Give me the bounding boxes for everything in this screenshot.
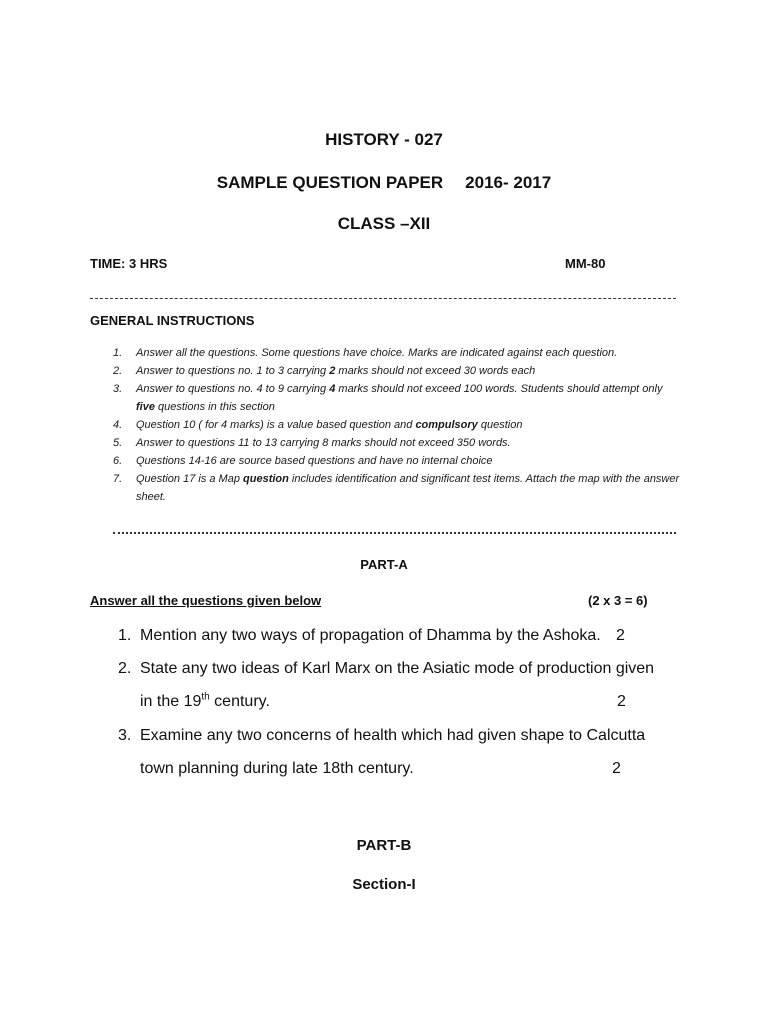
instruction-segment: Question 10 ( for 4 marks) is a value based question and — [136, 419, 416, 431]
instruction-number: 2. — [113, 365, 123, 377]
instruction-item — [113, 362, 683, 380]
class-title: CLASS –XII — [337, 214, 431, 233]
instruction-segment: Questions 14-16 are source based questions and have no internal choice — [136, 455, 493, 467]
instruction-emphasis: compulsory — [415, 419, 478, 431]
instruction-number: 3. — [113, 383, 123, 395]
question-2 — [118, 652, 678, 718]
question-text-continued: in the 19 — [140, 693, 202, 710]
instruction-text — [136, 362, 683, 380]
question-text: Examine any two concerns of health which had given shape to Calcutta — [140, 727, 646, 744]
instruction-text — [136, 452, 683, 470]
instruction-text — [136, 380, 683, 416]
instruction-segment: Answer to questions no. 1 to 3 carrying — [136, 365, 330, 377]
question-marks: 2 — [612, 760, 621, 777]
instruction-emphasis: question — [243, 473, 289, 485]
session-year: 2016- 2017 — [465, 173, 552, 192]
question-3 — [118, 719, 678, 785]
instruction-item — [113, 380, 683, 416]
instruction-text — [136, 344, 683, 362]
instruction-segment: Answer to questions no. 4 to 9 carrying — [136, 383, 330, 395]
part-a-instruction: Answer all the questions given below — [90, 593, 322, 608]
divider-dotted — [113, 532, 676, 534]
question-1 — [118, 619, 678, 652]
question-marks: 2 — [616, 627, 625, 644]
paper-title-line — [0, 173, 768, 193]
superscript-th: th — [201, 691, 210, 703]
question-text: Mention any two ways of propagation of Dhamma by the Ashoka. — [140, 627, 601, 644]
instruction-item — [113, 452, 683, 470]
instruction-segment: questions in this section — [154, 401, 275, 413]
instruction-text — [136, 434, 683, 452]
instruction-emphasis: 2 — [329, 365, 336, 377]
subject-title: HISTORY - 027 — [325, 130, 443, 149]
instruction-number: 4. — [113, 419, 123, 431]
general-instructions-heading: GENERAL INSTRUCTIONS — [90, 313, 255, 328]
instruction-emphasis: 4 — [329, 383, 336, 395]
question-text-continued: town planning during late 18th century. — [140, 760, 414, 777]
question-number: 3. — [118, 727, 132, 744]
instruction-number: 1. — [113, 347, 123, 359]
instruction-number: 6. — [113, 455, 123, 467]
divider-dashed — [90, 298, 676, 299]
question-text-continued-end: century. — [209, 693, 270, 710]
part-b-heading: PART-B — [356, 837, 412, 854]
instruction-text — [136, 416, 683, 434]
instruction-item — [113, 470, 683, 506]
part-a-marks-formula: (2 x 3 = 6) — [588, 593, 648, 608]
instruction-segment: Answer all the questions. Some questions have choice. Marks are indicated against each question. — [136, 347, 618, 359]
instruction-segment: question — [477, 419, 523, 431]
paper-title: SAMPLE QUESTION PAPER — [216, 173, 444, 192]
instruction-segment: Question 17 is a Map — [136, 473, 244, 485]
question-number: 2. — [118, 660, 132, 677]
part-a-heading: PART-A — [360, 557, 408, 572]
question-number: 1. — [118, 627, 132, 644]
instruction-segment: includes identification and significant test items. Attach the map with the answer sheet. — [136, 473, 680, 503]
question-text: State any two ideas of Karl Marx on the Asiatic mode of production given — [140, 660, 655, 677]
instruction-text — [136, 470, 683, 506]
instruction-item — [113, 416, 683, 434]
time-label: TIME: 3 HRS — [90, 256, 168, 271]
instruction-segment: Answer to questions 11 to 13 carrying 8 marks should not exceed 350 words. — [136, 437, 511, 449]
instruction-emphasis: five — [136, 401, 155, 413]
max-marks-label: MM-80 — [565, 256, 606, 271]
question-marks: 2 — [617, 693, 626, 710]
instruction-segment: marks should not exceed 100 words. Students should attempt only — [335, 383, 663, 395]
instruction-number: 5. — [113, 437, 123, 449]
instruction-number: 7. — [113, 473, 123, 485]
instruction-item — [113, 344, 683, 362]
instruction-segment: marks should not exceed 30 words each — [335, 365, 536, 377]
section-heading: Section-I — [352, 876, 416, 893]
instruction-item — [113, 434, 683, 452]
